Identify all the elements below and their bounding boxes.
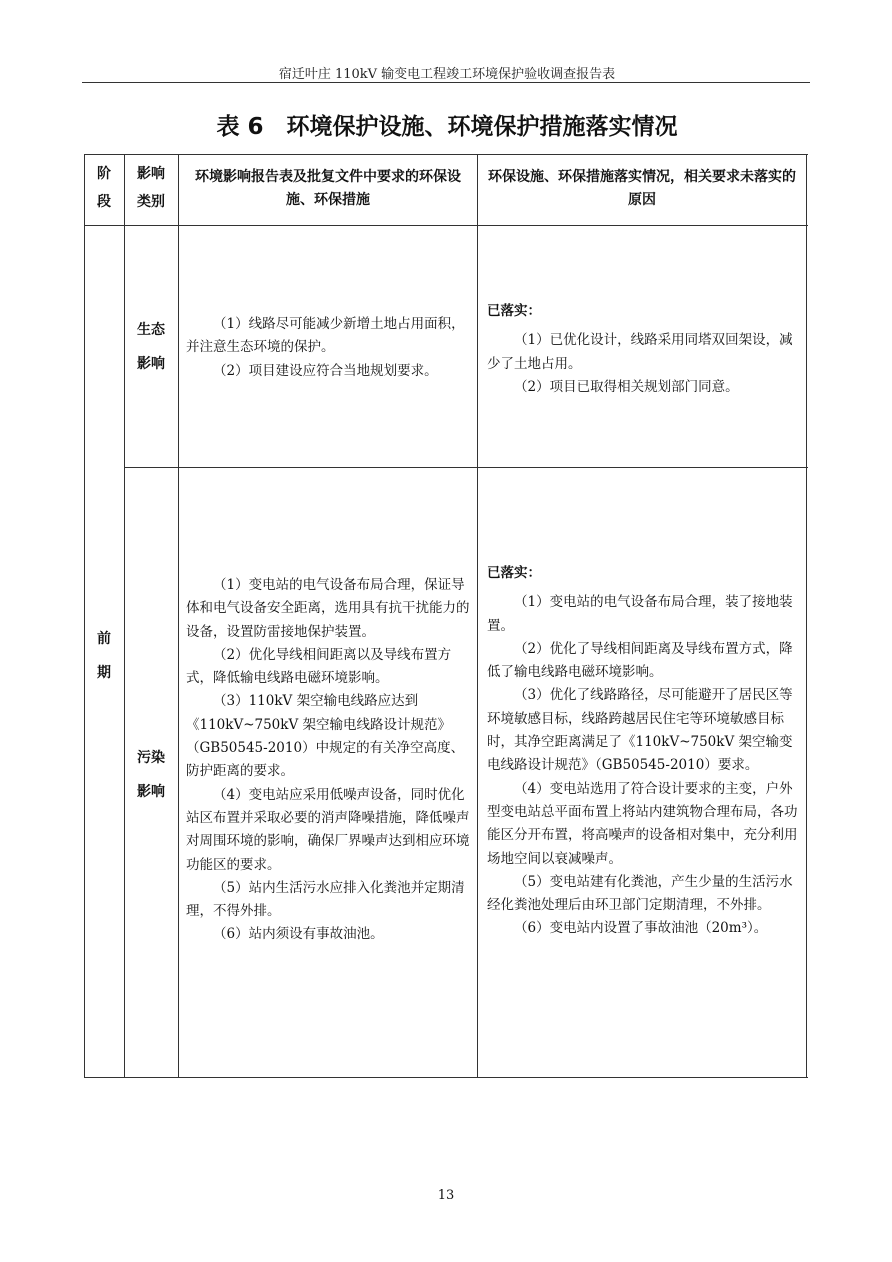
requirement-item: （4）变电站应采用低噪声设备，同时优化站区布置并采取必要的消声降噪措施，降低噪声对周围环境的影响，确保厂界噪声达到相应环境功能区的要求。 <box>186 786 470 873</box>
requirement-item: （3）110kV 架空输电线路应达到《110kV~750kV 架空输电线路设计规范》（GB50545-2010）中规定的有关净空高度、防护距离的要求。 <box>186 693 465 780</box>
stage-label <box>89 622 119 690</box>
header-impact-type <box>126 160 176 216</box>
header-requirements: 环境影响报告表及批复文件中要求的环保设施、环保措施 <box>195 169 461 208</box>
requirements-pollution <box>186 574 472 947</box>
implementation-item: （4）变电站选用了符合设计要求的主变，户外型变电站总平面布置上将站内建筑物合理布局，各功能区分开布置，将高噪声的设备相对集中，充分利用场地空间以衰减噪声。 <box>487 780 798 867</box>
table-header-rule <box>84 225 808 226</box>
impact-type-pollution-line-1: 污染 <box>137 750 165 766</box>
requirement-item: （5）站内生活污水应排入化粪池并定期清理，不得外排。 <box>186 879 465 920</box>
header-impact-line-1: 影响 <box>137 166 165 182</box>
table-col-rule-2 <box>178 154 179 1078</box>
implementation-item: （3）优化了线路路径，尽可能避开了居民区等环境敏感目标，线路跨越居民住宅等环境敏感目标时，其净空距离满足了《110kV~750kV 架空输变电线路设计规范》（GB50545-2010）要求。 <box>487 687 793 774</box>
table-border-bottom <box>84 1077 808 1078</box>
stage-label-line-2: 期 <box>97 665 111 681</box>
requirements-ecological <box>186 313 472 383</box>
implementation-ecological <box>487 300 799 399</box>
table-row-divider <box>124 467 808 468</box>
header-rule <box>82 82 810 83</box>
requirement-item: （6）站内须设有事故油池。 <box>213 926 384 943</box>
header-stage-line-1: 阶 <box>97 166 111 182</box>
implementation-item: （5）变电站建有化粪池，产生少量的生活污水经化粪池处理后由环卫部门定期清理，不外排。 <box>487 873 793 914</box>
implementation-pollution <box>487 562 799 941</box>
measures-table <box>84 154 808 1078</box>
status-label: 已落实： <box>487 565 541 581</box>
table-border-right <box>806 154 807 1078</box>
implementation-item: （1）已优化设计，线路采用同塔双回架设，减少了土地占用。 <box>487 332 793 372</box>
table-col-rule-1 <box>124 154 125 1078</box>
status-label: 已落实： <box>487 303 541 319</box>
impact-type-pollution <box>136 741 166 809</box>
header-stage-line-2: 段 <box>97 194 111 210</box>
impact-type-ecological-line-2: 影响 <box>137 356 165 372</box>
stage-label-line-1: 前 <box>97 631 111 647</box>
implementation-item: （2）项目已取得相关规划部门同意。 <box>514 378 739 395</box>
implementation-item: （1）变电站的电气设备布局合理，装了接地装置。 <box>487 594 793 634</box>
impact-type-ecological <box>136 313 166 381</box>
impact-type-ecological-line-1: 生态 <box>137 322 165 338</box>
page-number: 13 <box>437 1188 455 1203</box>
running-header: 宿迁叶庄 110kV 输变电工程竣工环境保护验收调查报告表 <box>278 67 616 82</box>
table-col-rule-3 <box>477 154 478 1078</box>
requirement-item: （1）变电站的电气设备布局合理，保证导体和电气设备安全距离，选用具有抗干扰能力的设备，设置防雷接地保护装置。 <box>186 577 470 640</box>
table-border-top <box>84 154 808 155</box>
page-title: 表 6 环境保护设施、环境保护措施落实情况 <box>216 114 678 140</box>
header-impact-line-2: 类别 <box>137 194 165 210</box>
table-border-left <box>84 154 85 1078</box>
requirement-item: （2）项目建设应符合当地规划要求。 <box>213 362 438 379</box>
implementation-item: （6）变电站内设置了事故油池（20m³）。 <box>514 920 768 937</box>
header-stage <box>86 160 122 216</box>
requirement-item: （2）优化导线相间距离以及导线布置方式，降低输电线路电磁环境影响。 <box>186 646 452 687</box>
header-implementation: 环保设施、环保措施落实情况，相关要求未落实的原因 <box>488 169 796 208</box>
impact-type-pollution-line-2: 影响 <box>137 784 165 800</box>
implementation-item: （2）优化了导线相间距离及导线布置方式，降低了输电线路电磁环境影响。 <box>487 640 793 681</box>
requirement-item: （1）线路尽可能减少新增土地占用面积，并注意生态环境的保护。 <box>186 316 465 356</box>
